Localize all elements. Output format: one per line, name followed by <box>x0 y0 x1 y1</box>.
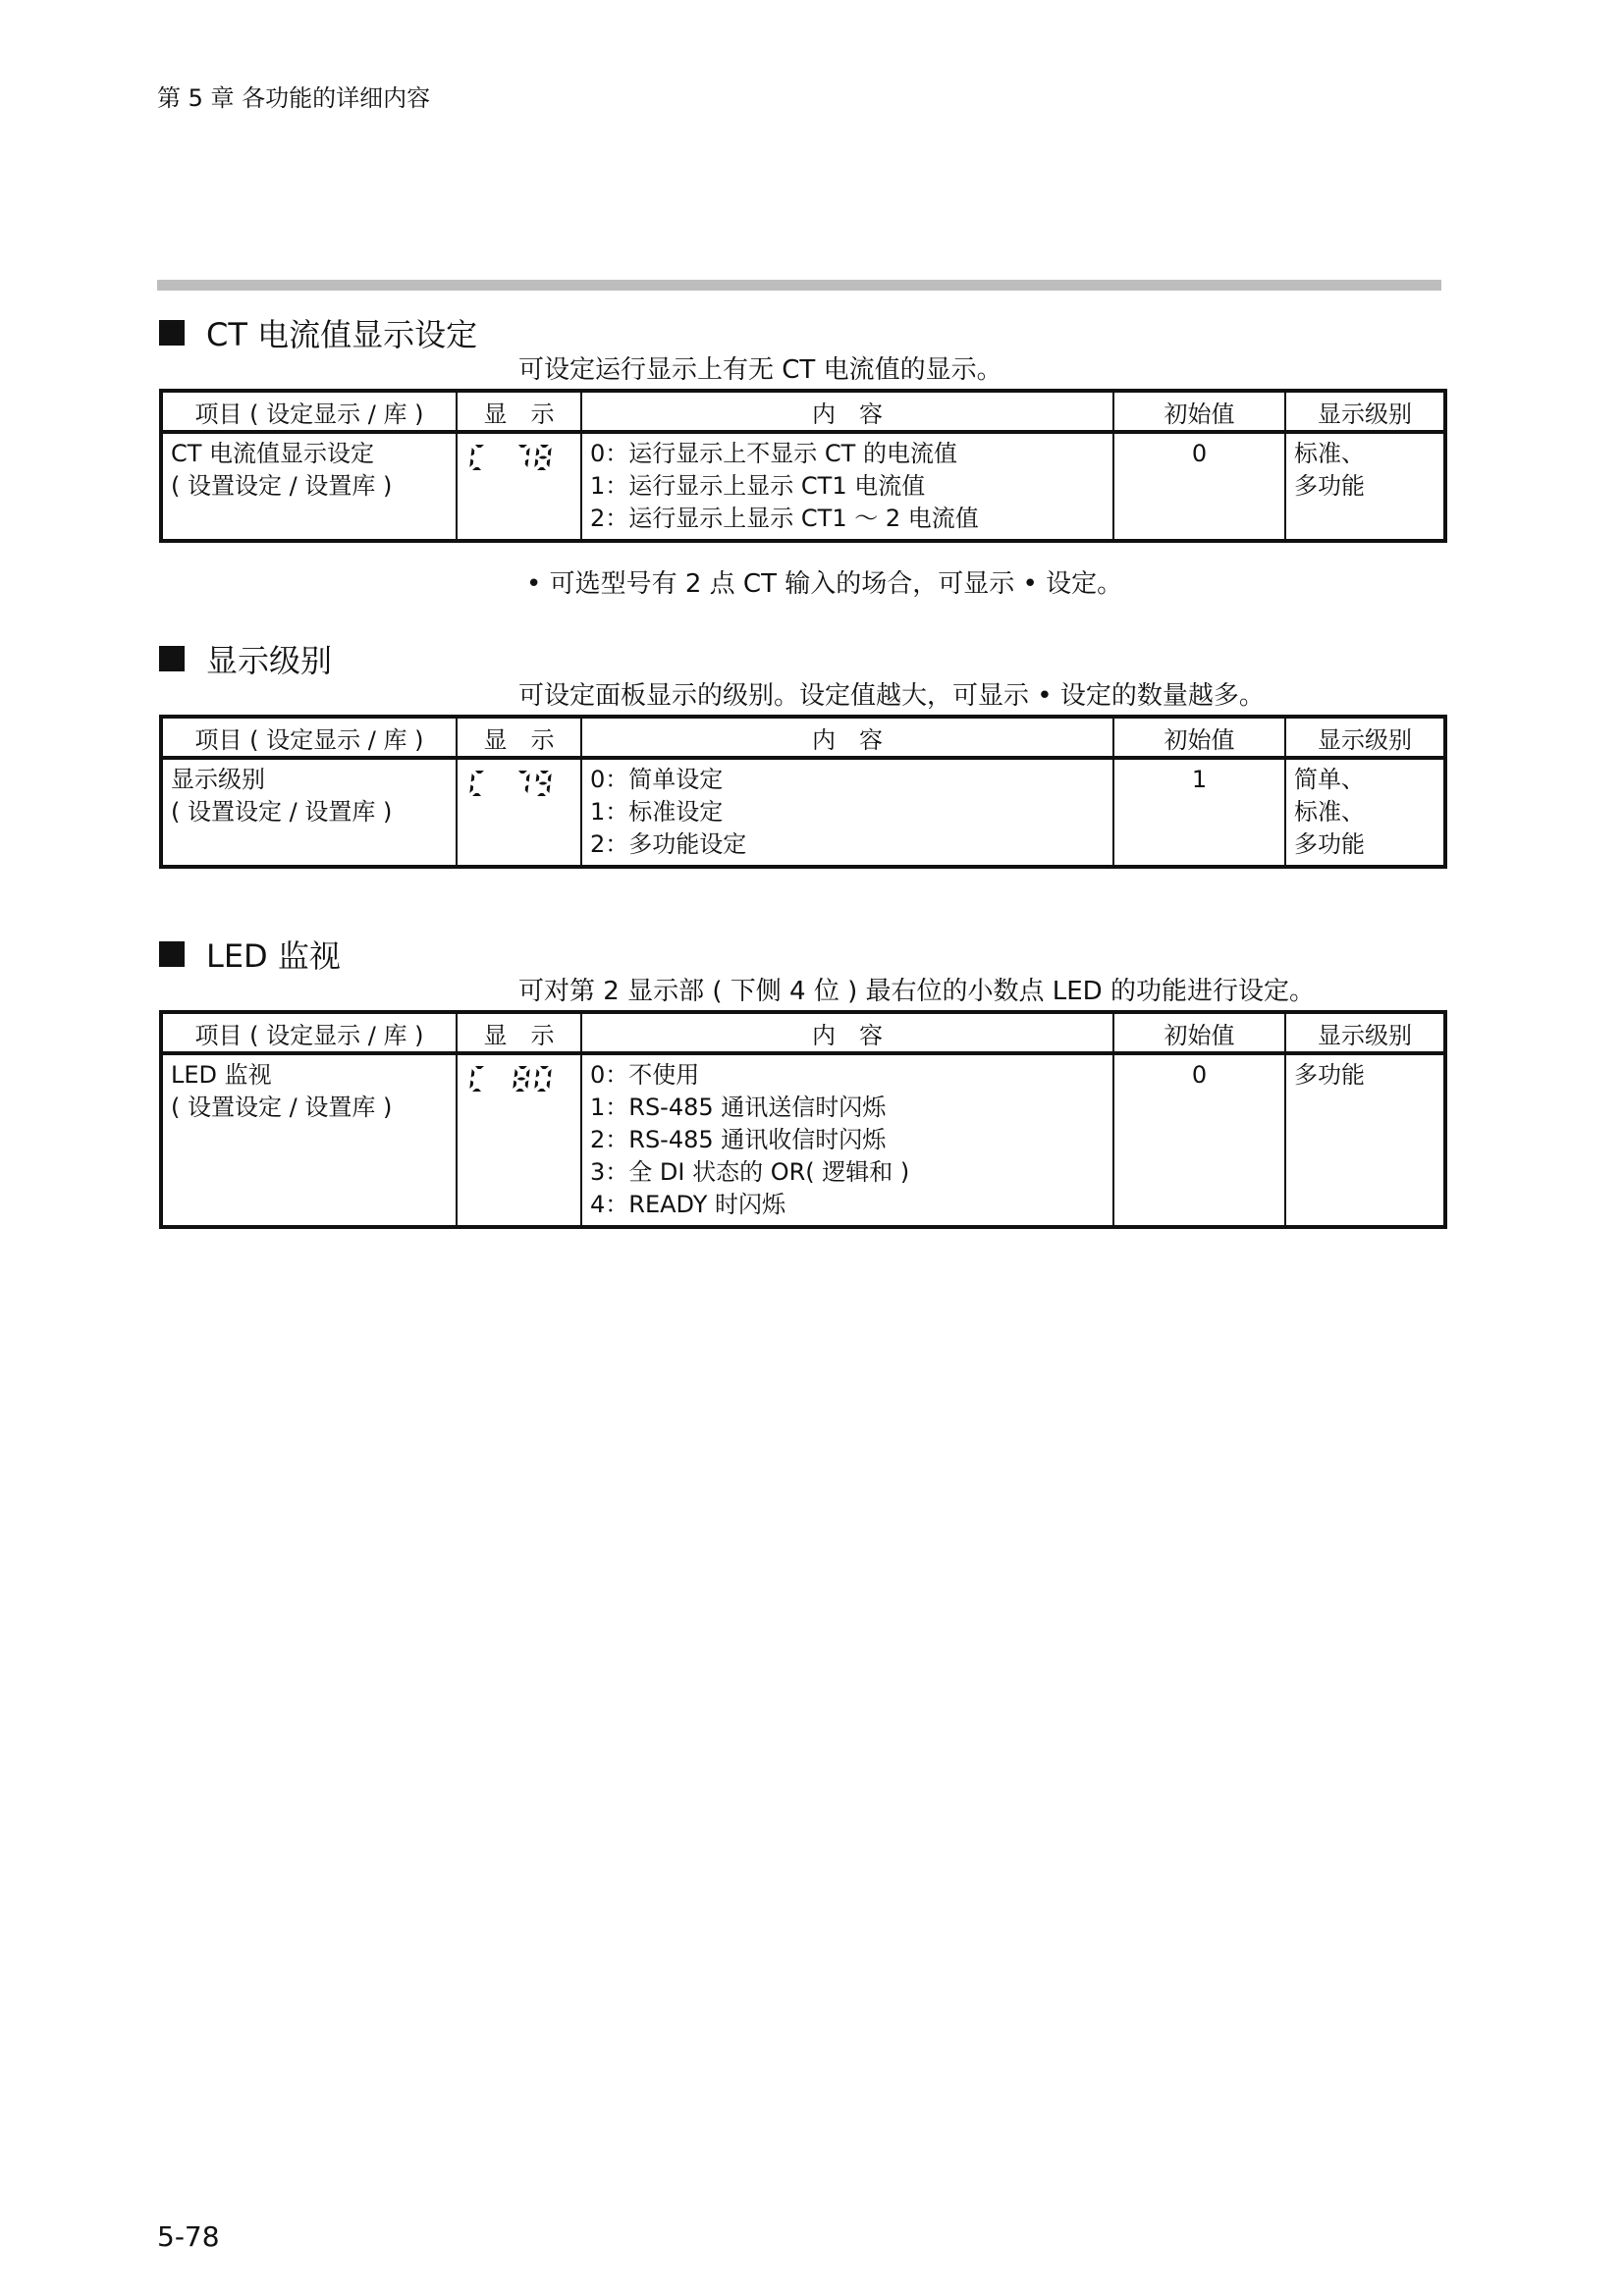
segment <box>515 1089 524 1092</box>
segment <box>471 1069 475 1078</box>
content-cell <box>581 1053 1113 1227</box>
segment <box>539 456 548 459</box>
header-content: 内 容 <box>581 391 1113 432</box>
segment <box>548 1069 552 1078</box>
display-code-cell <box>457 432 581 541</box>
header-level: 显示级别 <box>1285 1012 1445 1053</box>
content-option: 3：全 DI 状态的 OR( 逻辑和 ) <box>590 1158 910 1186</box>
segment <box>472 793 481 796</box>
table-row <box>161 1053 1445 1227</box>
item-bank: ( 设置设定 / 设置库 ) <box>171 1094 393 1121</box>
square-bullet-icon <box>159 320 185 346</box>
segment <box>548 448 552 456</box>
table-row <box>161 758 1445 867</box>
segment <box>517 1078 526 1081</box>
header-initial: 初始值 <box>1113 717 1285 758</box>
content-option: 2：多功能设定 <box>590 830 747 858</box>
content-option: 1：运行显示上显示 CT1 电流值 <box>590 472 926 500</box>
parameter-table <box>159 389 1447 543</box>
header-initial: 初始值 <box>1113 391 1285 432</box>
segment <box>472 1089 481 1092</box>
section-title-display-level <box>159 636 332 681</box>
level-entry: 多功能 <box>1294 1061 1365 1089</box>
section-description: 可对第 2 显示部 ( 下侧 4 位 ) 最右位的小数点 LED 的功能进行设定。 <box>518 977 1315 1006</box>
segment <box>514 1069 518 1078</box>
segment <box>518 771 527 774</box>
section-title-text: 显示级别 <box>206 642 333 679</box>
header-display: 显 示 <box>457 717 581 758</box>
level-entry: 标准、 <box>1294 440 1365 467</box>
segment <box>513 1081 516 1090</box>
segment <box>475 445 484 448</box>
section-title-led-monitor <box>159 932 341 977</box>
display-level-cell <box>1285 432 1445 541</box>
segment <box>536 1069 540 1078</box>
segment <box>537 1089 546 1092</box>
page-number: 5-78 <box>157 2220 220 2253</box>
header-item: 项目 ( 设定显示 / 库 ) <box>161 391 457 432</box>
segment <box>525 459 529 468</box>
segment <box>548 774 552 782</box>
header-item: 项目 ( 设定显示 / 库 ) <box>161 1012 457 1053</box>
segment <box>540 1066 549 1069</box>
table-header-row <box>161 1012 1445 1053</box>
segment <box>475 1066 484 1069</box>
section-description: 可设定运行显示上有无 CT 电流值的显示。 <box>518 355 1002 385</box>
header-initial: 初始值 <box>1113 1012 1285 1053</box>
content-cell <box>581 758 1113 867</box>
content-option: 0：简单设定 <box>590 766 724 793</box>
segment <box>539 782 548 785</box>
header-display: 显 示 <box>457 391 581 432</box>
table-header-row <box>161 717 1445 758</box>
initial-value-cell: 1 <box>1113 758 1285 867</box>
section-note: • 可选型号有 2 点 CT 输入的场合，可显示 • 设定。 <box>526 569 1123 599</box>
item-name: LED 监视 <box>171 1061 272 1089</box>
header-level: 显示级别 <box>1285 391 1445 432</box>
content-option: 0：运行显示上不显示 CT 的电流值 <box>590 440 957 467</box>
segment <box>525 785 529 794</box>
parameter-table <box>159 715 1447 869</box>
item-bank: ( 设置设定 / 设置库 ) <box>171 472 393 500</box>
seven-segment-display <box>465 1059 564 1098</box>
segment <box>471 448 475 456</box>
content-option: 4：READY 时闪烁 <box>590 1191 785 1218</box>
section-title-ct-current <box>159 310 477 355</box>
segment <box>526 1069 530 1078</box>
segment <box>547 459 551 468</box>
content-option: 1：RS-485 通讯送信时闪烁 <box>590 1094 887 1121</box>
segment <box>518 445 527 448</box>
header-item: 项目 ( 设定显示 / 库 ) <box>161 717 457 758</box>
item-cell <box>161 758 457 867</box>
parameter-table <box>159 1010 1447 1229</box>
content-cell <box>581 432 1113 541</box>
table-row <box>161 432 1445 541</box>
chapter-header: 第 5 章 各功能的详细内容 <box>157 84 431 112</box>
item-cell <box>161 1053 457 1227</box>
segment <box>526 774 530 782</box>
segment <box>534 1081 538 1090</box>
item-cell <box>161 432 457 541</box>
segment <box>469 785 473 794</box>
segment <box>536 448 540 456</box>
item-name: CT 电流值显示设定 <box>171 440 375 467</box>
section-title-text: CT 电流值显示设定 <box>206 316 478 353</box>
section-title-text: LED 监视 <box>206 937 341 975</box>
level-entry: 标准、 <box>1294 798 1365 826</box>
level-entry: 多功能 <box>1294 472 1365 500</box>
display-code-cell <box>457 1053 581 1227</box>
segment <box>534 459 538 468</box>
display-code-cell <box>457 758 581 867</box>
initial-value-cell: 0 <box>1113 1053 1285 1227</box>
content-option: 0：不使用 <box>590 1061 700 1089</box>
segment <box>472 467 481 470</box>
level-entry: 简单、 <box>1294 766 1365 793</box>
section-description: 可设定面板显示的级别。设定值越大，可显示 • 设定的数量越多。 <box>518 681 1265 711</box>
item-name: 显示级别 <box>171 766 265 793</box>
display-level-cell <box>1285 758 1445 867</box>
header-content: 内 容 <box>581 1012 1113 1053</box>
segment <box>537 467 546 470</box>
item-bank: ( 设置设定 / 设置库 ) <box>171 798 393 826</box>
segment <box>526 448 530 456</box>
square-bullet-icon <box>159 941 185 967</box>
segment <box>547 1081 551 1090</box>
segment <box>540 445 549 448</box>
segment <box>518 1066 527 1069</box>
square-bullet-icon <box>159 646 185 671</box>
seven-segment-display <box>465 438 564 477</box>
content-option: 2：运行显示上显示 CT1 ～ 2 电流值 <box>590 505 979 532</box>
initial-value-cell: 0 <box>1113 432 1285 541</box>
table-header-row <box>161 391 1445 432</box>
display-level-cell <box>1285 1053 1445 1227</box>
segment <box>537 793 546 796</box>
segment <box>475 771 484 774</box>
segment <box>540 771 549 774</box>
content-option: 1：标准设定 <box>590 798 724 826</box>
seven-segment-display <box>465 764 564 803</box>
segment <box>471 774 475 782</box>
segment <box>547 785 551 794</box>
top-rule <box>157 280 1441 291</box>
segment <box>469 1081 473 1090</box>
header-display: 显 示 <box>457 1012 581 1053</box>
level-entry: 多功能 <box>1294 830 1365 858</box>
segment <box>525 1081 529 1090</box>
header-level: 显示级别 <box>1285 717 1445 758</box>
header-content: 内 容 <box>581 717 1113 758</box>
segment <box>469 459 473 468</box>
content-option: 2：RS-485 通讯收信时闪烁 <box>590 1126 887 1153</box>
segment <box>536 774 540 782</box>
